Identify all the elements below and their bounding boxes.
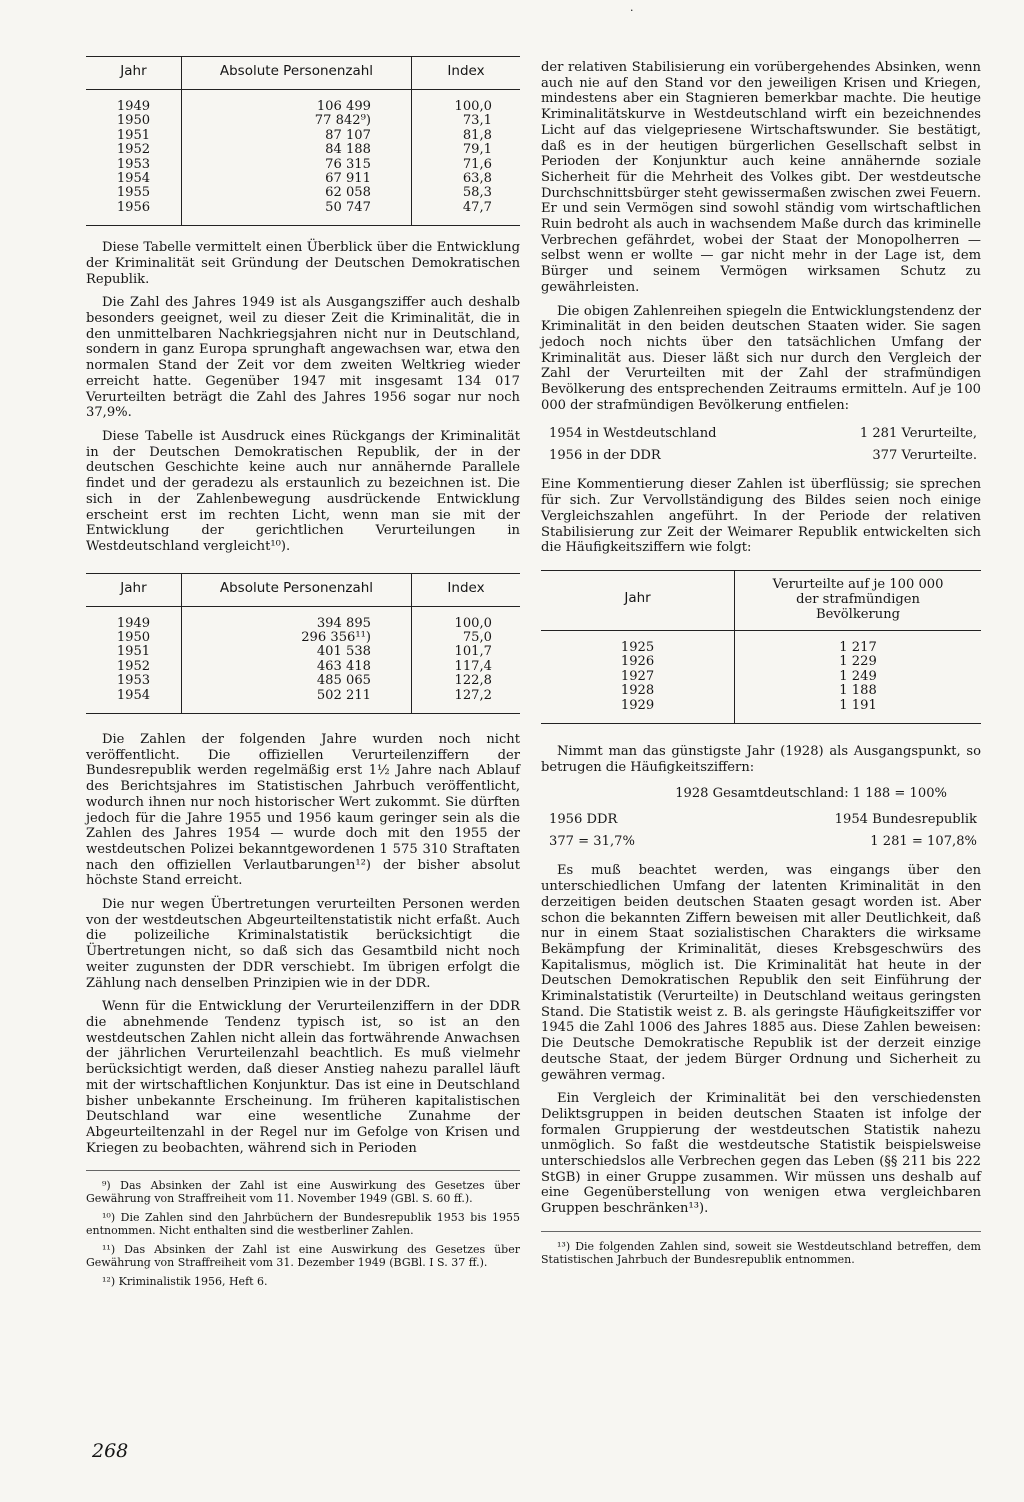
count-cell: 106 499	[181, 90, 411, 115]
count-cell: 87 107	[181, 129, 411, 143]
rate-cell: 1 229	[735, 655, 981, 669]
count-cell: 296 356¹¹)	[181, 631, 411, 645]
table-weimar-frequency	[541, 570, 981, 724]
table-row	[86, 674, 520, 688]
table-header: Index	[411, 573, 520, 606]
index-cell: 100,0	[411, 90, 520, 115]
rate-cell: 1 191	[735, 699, 981, 724]
index-cell: 122,8	[411, 674, 520, 688]
table-row	[86, 129, 520, 143]
year-cell: 1953	[116, 156, 151, 172]
body-paragraph: Wenn für die Entwicklung der Verurteilenziffern in der DDR die abnehmende Tendenz typisch ist, so ist an den westdeutschen Zahlen nicht allein das fortwährende Anwachsen der jährlichen Verurteilenzahl beachtlich. Es muß vielmehr berücksichtigt werden, daß dieser Anstieg nahezu parallel läuft mit der wirtschaftlichen Konjunktur. Das ist eine in Deutschland bisher unbekannte Erscheinung. Im früheren kapitalistischen Deutschland war eine wesentliche Zunahme der Abgeurteiltenzahl in der Regel nur im Gefolge von Krisen und Kriegen zu beobachten, während sich in Perioden	[86, 999, 520, 1156]
count-cell: 463 418	[181, 660, 411, 674]
right-column	[541, 60, 981, 1272]
index-cell: 100,0	[411, 606, 520, 631]
body-paragraph: Diese Tabelle vermittelt einen Überblick über die Entwicklung der Kriminalität seit Gründung der Deutschen Demokratischen Republik.	[86, 240, 520, 287]
count-cell: 50 747	[181, 201, 411, 226]
comparison-block-2	[541, 783, 981, 853]
index-cell: 79,1	[411, 143, 520, 157]
table-row	[541, 630, 981, 655]
year-cell: 1928	[620, 683, 655, 699]
body-paragraph: Diese Tabelle ist Ausdruck eines Rückgangs der Kriminalität in der Deutschen Demokratischen Republik, der in der deutschen Geschichte keine auch nur annähernde Parallele findet und der geradezu als erstaunlich zu bezeichnen ist. Die sich in der Zahlenbewegung ausdrückende Entwicklung erscheint erst im rechten Licht, wenn man sie mit der Entwicklung der gerichtlichen Verurteilungen in Westdeutschland vergleicht¹⁰).	[86, 428, 520, 554]
year-cell: 1950	[116, 113, 151, 129]
table-row	[86, 158, 520, 172]
year-cell: 1952	[116, 142, 151, 158]
table-header: Jahr	[541, 570, 735, 630]
index-cell: 127,2	[411, 689, 520, 714]
table-row	[541, 655, 981, 669]
table-row	[86, 606, 520, 631]
count-cell: 502 211	[181, 689, 411, 714]
year-cell: 1927	[620, 668, 655, 684]
count-cell: 76 315	[181, 158, 411, 172]
body-paragraph: Nimmt man das günstigste Jahr (1928) als Ausgangspunkt, so betrugen die Häufigkeitsziffern:	[541, 744, 981, 775]
year-cell: 1949	[116, 615, 151, 631]
left-column	[86, 56, 520, 1294]
footnotes-left	[86, 1170, 520, 1288]
footnote: ⁹) Das Absinken der Zahl ist eine Auswirkung des Gesetzes über Gewährung von Straffreiheit vom 11. November 1949 (GBl. S. 60 ff.).	[86, 1179, 520, 1206]
table-ddr-convictions	[86, 56, 520, 226]
count-cell: 77 842⁹)	[181, 114, 411, 128]
index-cell: 117,4	[411, 660, 520, 674]
table-row	[541, 670, 981, 684]
year-cell: 1952	[116, 658, 151, 674]
body-paragraph: Die Zahlen der folgenden Jahre wurden noch nicht veröffentlicht. Die offiziellen Verurteilenziffern der Bundesrepublik werden regelmäßig erst 1½ Jahre nach Ablauf des Berichtsjahres im Statistischen Jahrbuch veröffentlicht, wodurch ihnen nur noch historischer Wert zukommt. Sie dürften jedoch für die Jahre 1955 und 1956 kaum geringer sein als die Zahlen des Jahres 1954 — wurde doch mit den 1955 der westdeutschen Polizei bekanntgewordenen 1 575 310 Straftaten nach den offiziellen Verlautbarungen¹²) der bisher absolut höchste Stand erreicht.	[86, 732, 520, 889]
year-cell: 1949	[116, 99, 151, 114]
table-row	[86, 645, 520, 659]
body-paragraph: Die Zahl des Jahres 1949 ist als Ausgangsziffer auch deshalb besonders geeignet, weil zu dieser Zeit die Kriminalität, die in den unmittelbaren Nachkriegsjahren nicht nur in Deutschland, sondern in ganz Europa sprunghaft angewachsen war, etwa den normalen Stand der Zeit vor dem zweiten Weltkrieg wieder erreicht hatte. Gegenüber 1947 mit insgesamt 134 017 Verurteilten beträgt die Zahl des Jahres 1956 sogar nur noch 37,9%.	[86, 295, 520, 421]
index-cell: 58,3	[411, 186, 520, 200]
table-row	[86, 186, 520, 200]
body-paragraph: Ein Vergleich der Kriminalität bei den verschiedensten Deliktsgruppen in beiden deutschen Staaten ist infolge der formalen Gruppierung der westdeutschen Statistik nahezu unmöglich. So faßt die westdeutsche Statistik beispielsweise unterschiedslos alle Verbrechen gegen das Leben (§§ 211 bis 222 StGB) in einer Gruppe zusammen. Wir müssen uns deshalb auf eine Gegenüberstellung von wenigen etwa vergleichbaren Gruppen beschränken¹³).	[541, 1091, 981, 1217]
comparison-label: 1954 Bundesrepublik	[834, 812, 977, 828]
comparison-row	[541, 445, 981, 467]
table-row	[86, 631, 520, 645]
year-cell: 1925	[620, 639, 655, 655]
table-row	[541, 684, 981, 698]
body-paragraph: Eine Kommentierung dieser Zahlen ist überflüssig; sie sprechen für sich. Zur Vervollständigung des Bildes seien noch einige Vergleichszahlen angeführt. In der Periode der relativen Stabilisierung zur Zeit der Weimarer Republik entwickelten sich die Häufigkeitsziffern wie folgt:	[541, 477, 981, 556]
comparison-label: 1956 in der DDR	[549, 448, 661, 464]
footnote: ¹¹) Das Absinken der Zahl ist eine Auswirkung des Gesetzes über Gewährung von Straffreiheit vom 31. Dezember 1949 (BGBl. I S. 37 ff.).	[86, 1243, 520, 1270]
comparison-center: 1928 Gesamtdeutschland: 1 188 = 100%	[675, 786, 947, 802]
table-header: Absolute Personenzahl	[181, 573, 411, 606]
index-cell: 71,6	[411, 158, 520, 172]
comparison-row	[541, 809, 981, 831]
year-cell: 1956	[86, 201, 181, 226]
footnote: ¹²) Kriminalistik 1956, Heft 6.	[102, 1275, 268, 1289]
comparison-value: 377 Verurteilte.	[872, 448, 977, 464]
count-cell: 401 538	[181, 645, 411, 659]
table-row	[86, 143, 520, 157]
count-cell: 67 911	[181, 172, 411, 186]
year-cell: 1954	[86, 689, 181, 714]
year-cell: 1954	[116, 171, 151, 187]
count-cell: 62 058	[181, 186, 411, 200]
footnote: ¹⁰) Die Zahlen sind den Jahrbüchern der Bundesrepublik 1953 bis 1955 entnommen. Nicht enthalten sind die westberliner Zahlen.	[86, 1211, 520, 1238]
count-cell: 84 188	[181, 143, 411, 157]
body-paragraph: Die nur wegen Übertretungen verurteilten Personen werden von der westdeutschen Abgeurteiltenstatistik nicht erfaßt. Auch die polizeiliche Kriminalstatistik berücksichtigt die Übertretungen nicht, so daß sich das Gesamtbild nicht noch weiter zugunsten der DDR verschiebt. Im übrigen erfolgt die Zählung nach denselben Prinzipien wie in der DDR.	[86, 897, 520, 991]
rate-cell: 1 188	[735, 684, 981, 698]
comparison-value: 377 = 31,7%	[549, 834, 635, 850]
rate-cell: 1 249	[735, 670, 981, 684]
comparison-row	[541, 423, 981, 445]
comparison-value: 1 281 = 107,8%	[870, 834, 977, 850]
body-paragraph: der relativen Stabilisierung ein vorübergehendes Absinken, wenn auch nie auf den Stand vor den jeweiligen Krisen und Kriegen, mindestens aber ein Stagnieren bemerkbar machte. Die heutige Kriminalitätskurve in Westdeutschland wirft ein bezeichnendes Licht auf das vielgepriesene Wirtschaftswunder. Sie bestätigt, daß es in der heutigen bürgerlichen Gesellschaft selbst in Perioden der Konjunktur auch keine annähernde soziale Sicherheit für die Mehrheit des Volkes gibt. Der westdeutsche Durchschnittsbürger steht gewissermaßen zwischen zwei Feuern. Er und sein Vermögen sind sowohl ständig vom wirtschaftlichen Ruin bedroht als auch in wachsendem Maße durch das kriminelle Verbrechen gefährdet, wobei der Staat der Monopolherren — selbst wenn er wollte — gar nicht mehr in der Lage ist, dem Bürger und seinem Vermögen wirksamen Schutz zu gewährleisten.	[541, 60, 981, 295]
index-cell: 101,7	[411, 645, 520, 659]
year-cell: 1951	[116, 644, 151, 660]
table-row	[86, 689, 520, 714]
rate-cell: 1 217	[735, 630, 981, 655]
index-cell: 81,8	[411, 129, 520, 143]
year-cell: 1955	[116, 185, 151, 201]
page-mark: ·	[630, 4, 634, 17]
table-row	[86, 201, 520, 226]
table-header: Jahr	[86, 57, 181, 90]
body-paragraph: Es muß beachtet werden, was eingangs über den unterschiedlichen Umfang der latenten Kriminalität in den derzeitigen beiden deutschen Staaten gesagt worden ist. Aber schon die bekannten Ziffern beweisen mit aller Deutlichkeit, daß nur in einem Staat sozialistischen Charakters die wirksame Bekämpfung der Kriminalität, dieses Krebsgeschwürs des Kapitalismus, möglich ist. Die Kriminalität hat heute in der Deutschen Demokratischen Republik den seit Einführung der Kriminalstatistik (Verurteilte) in Deutschland weitaus geringsten Stand. Die Statistik weist z. B. als geringste Häufigkeitsziffer vor 1945 die Zahl 1006 des Jahres 1885 aus. Diese Zahlen beweisen: Die Deutsche Demokratische Republik ist der derzeit einzige deutsche Staat, der jedem Bürger Ordnung und Sicherheit zu gewähren vermag.	[541, 863, 981, 1083]
index-cell: 75,0	[411, 631, 520, 645]
table-row	[86, 660, 520, 674]
comparison-row	[541, 831, 981, 853]
table-row	[86, 114, 520, 128]
year-cell: 1951	[116, 127, 151, 143]
page-number: 268	[92, 1440, 129, 1462]
table-row	[86, 172, 520, 186]
table-row	[86, 90, 520, 115]
comparison-value: 1 281 Verurteilte,	[859, 426, 977, 442]
table-header: Jahr	[86, 573, 181, 606]
table-header: Absolute Personenzahl	[181, 57, 411, 90]
index-cell: 63,8	[411, 172, 520, 186]
comparison-label: 1956 DDR	[549, 812, 618, 828]
index-cell: 73,1	[411, 114, 520, 128]
index-cell: 47,7	[411, 201, 520, 226]
table-west-convictions	[86, 573, 520, 714]
table-header: Verurteilte auf je 100 000 der strafmündigen Bevölkerung	[735, 570, 981, 630]
footnotes-right	[541, 1231, 981, 1266]
year-cell: 1950	[116, 630, 151, 646]
footnote: ¹³) Die folgenden Zahlen sind, soweit sie Westdeutschland betreffen, dem Statistischen Jahrbuch der Bundesrepublik entnommen.	[541, 1239, 981, 1266]
comparison-label: 1954 in Westdeutschland	[549, 426, 717, 442]
count-cell: 485 065	[181, 674, 411, 688]
table-header: Index	[411, 57, 520, 90]
count-cell: 394 895	[181, 606, 411, 631]
table-row	[541, 699, 981, 724]
comparison-block-1	[541, 423, 981, 467]
year-cell: 1929	[541, 699, 735, 724]
body-paragraph: Die obigen Zahlenreihen spiegeln die Entwicklungstendenz der Kriminalität in den beiden deutschen Staaten wider. Sie sagen jedoch noch nichts über den tatsächlichen Umfang der Kriminalität aus. Dieser läßt sich nur durch den Vergleich der Zahl der Verurteilten mit der Zahl der strafmündigen Bevölkerung des entsprechenden Zeitraums ermitteln. Auf je 100 000 der strafmündigen Bevölkerung entfielen:	[541, 303, 981, 413]
year-cell: 1953	[116, 673, 151, 689]
year-cell: 1926	[620, 654, 655, 670]
